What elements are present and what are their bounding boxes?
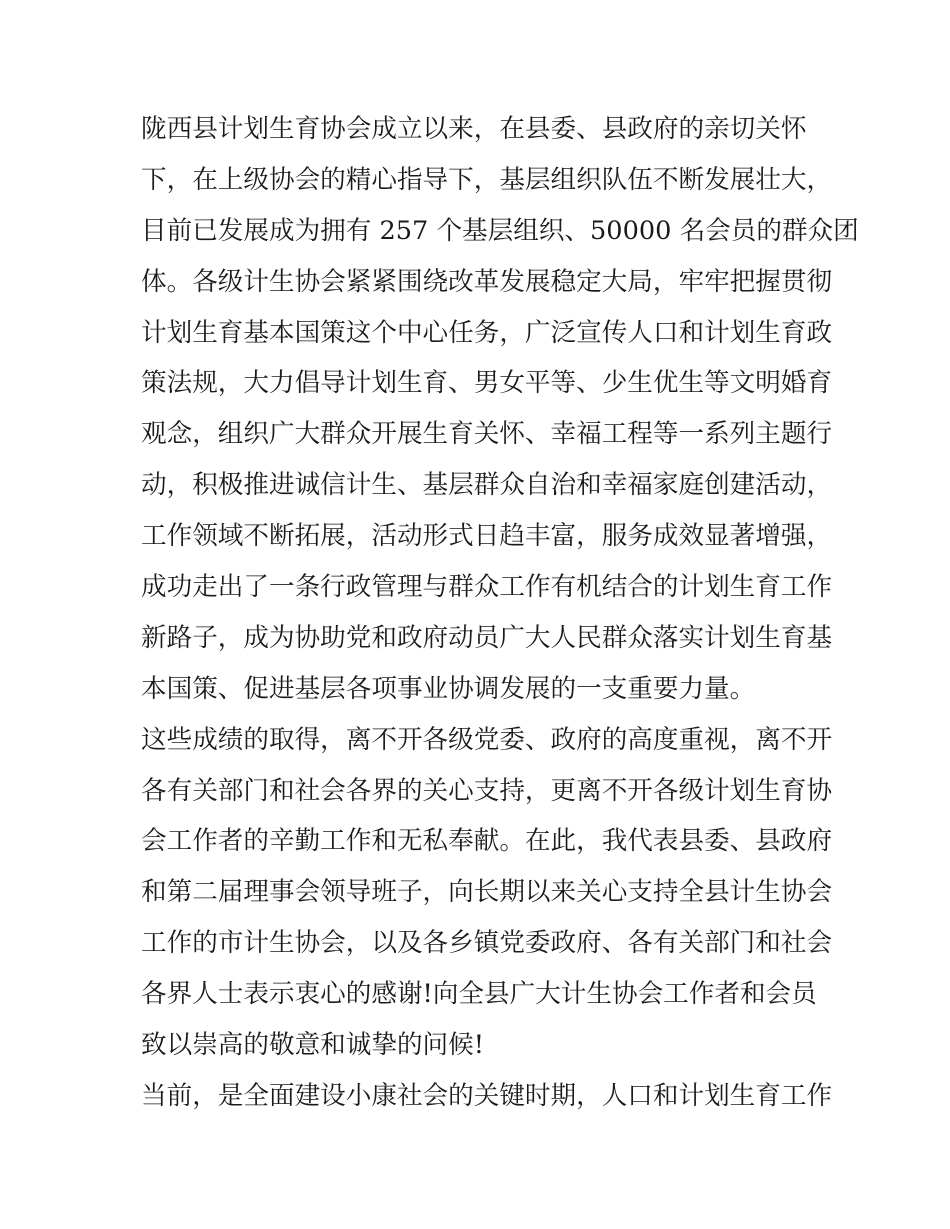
text-line: 工作的市计生协会，以及各乡镇党委政府、各有关部门和社会 (141, 928, 833, 959)
text-line: 策法规，大力倡导计划生育、男女平等、少生优生等文明婚育 (141, 368, 833, 399)
text-line: 这些成绩的取得，离不开各级党委、政府的高度重视，离不开 (141, 724, 833, 755)
text-line: 和第二届理事会领导班子，向长期以来关心支持全县计生协会 (141, 877, 833, 908)
text-line: 下，在上级协会的精心指导下，基层组织队伍不断发展壮大， (141, 164, 833, 195)
text-line: 工作领域不断拓展，活动形式日趋丰富，服务成效显著增强， (141, 521, 833, 552)
text-line: 观念，组织广大群众开展生育关怀、幸福工程等一系列主题行 (141, 419, 833, 450)
text-line: 体。各级计生协会紧紧围绕改革发展稳定大局，牢牢把握贯彻 (141, 266, 833, 297)
text-line: 本国策、促进基层各项事业协调发展的一支重要力量。 (141, 673, 756, 704)
text-line: 各界人士表示衷心的感谢!向全县广大计生协会工作者和会员 (141, 979, 817, 1010)
paragraph-2 (141, 715, 833, 1071)
text-line: 新路子，成为协助党和政府动员广大人民群众落实计划生育基 (141, 622, 833, 653)
document-body (141, 104, 859, 1122)
text-line: 成功走出了一条行政管理与群众工作有机结合的计划生育工作 (141, 572, 833, 603)
paragraph-1 (141, 104, 859, 715)
text-line: 会工作者的辛勤工作和无私奉献。在此，我代表县委、县政府 (141, 826, 833, 857)
text-line: 动，积极推进诚信计生、基层群众自治和幸福家庭创建活动， (141, 470, 833, 501)
text-line: 目前已发展成为拥有 257 个基层组织、50000 名会员的群众团 (141, 215, 859, 246)
text-line: 当前，是全面建设小康社会的关键时期，人口和计划生育工作 (141, 1080, 833, 1111)
paragraph-3 (141, 1071, 833, 1122)
text-line: 陇西县计划生育协会成立以来，在县委、县政府的亲切关怀 (141, 114, 807, 144)
text-line: 计划生育基本国策这个中心任务，广泛宣传人口和计划生育政 (141, 317, 833, 348)
text-line: 致以崇高的敬意和诚挚的问候! (141, 1030, 485, 1061)
text-line: 各有关部门和社会各界的关心支持，更离不开各级计划生育协 (141, 775, 833, 806)
